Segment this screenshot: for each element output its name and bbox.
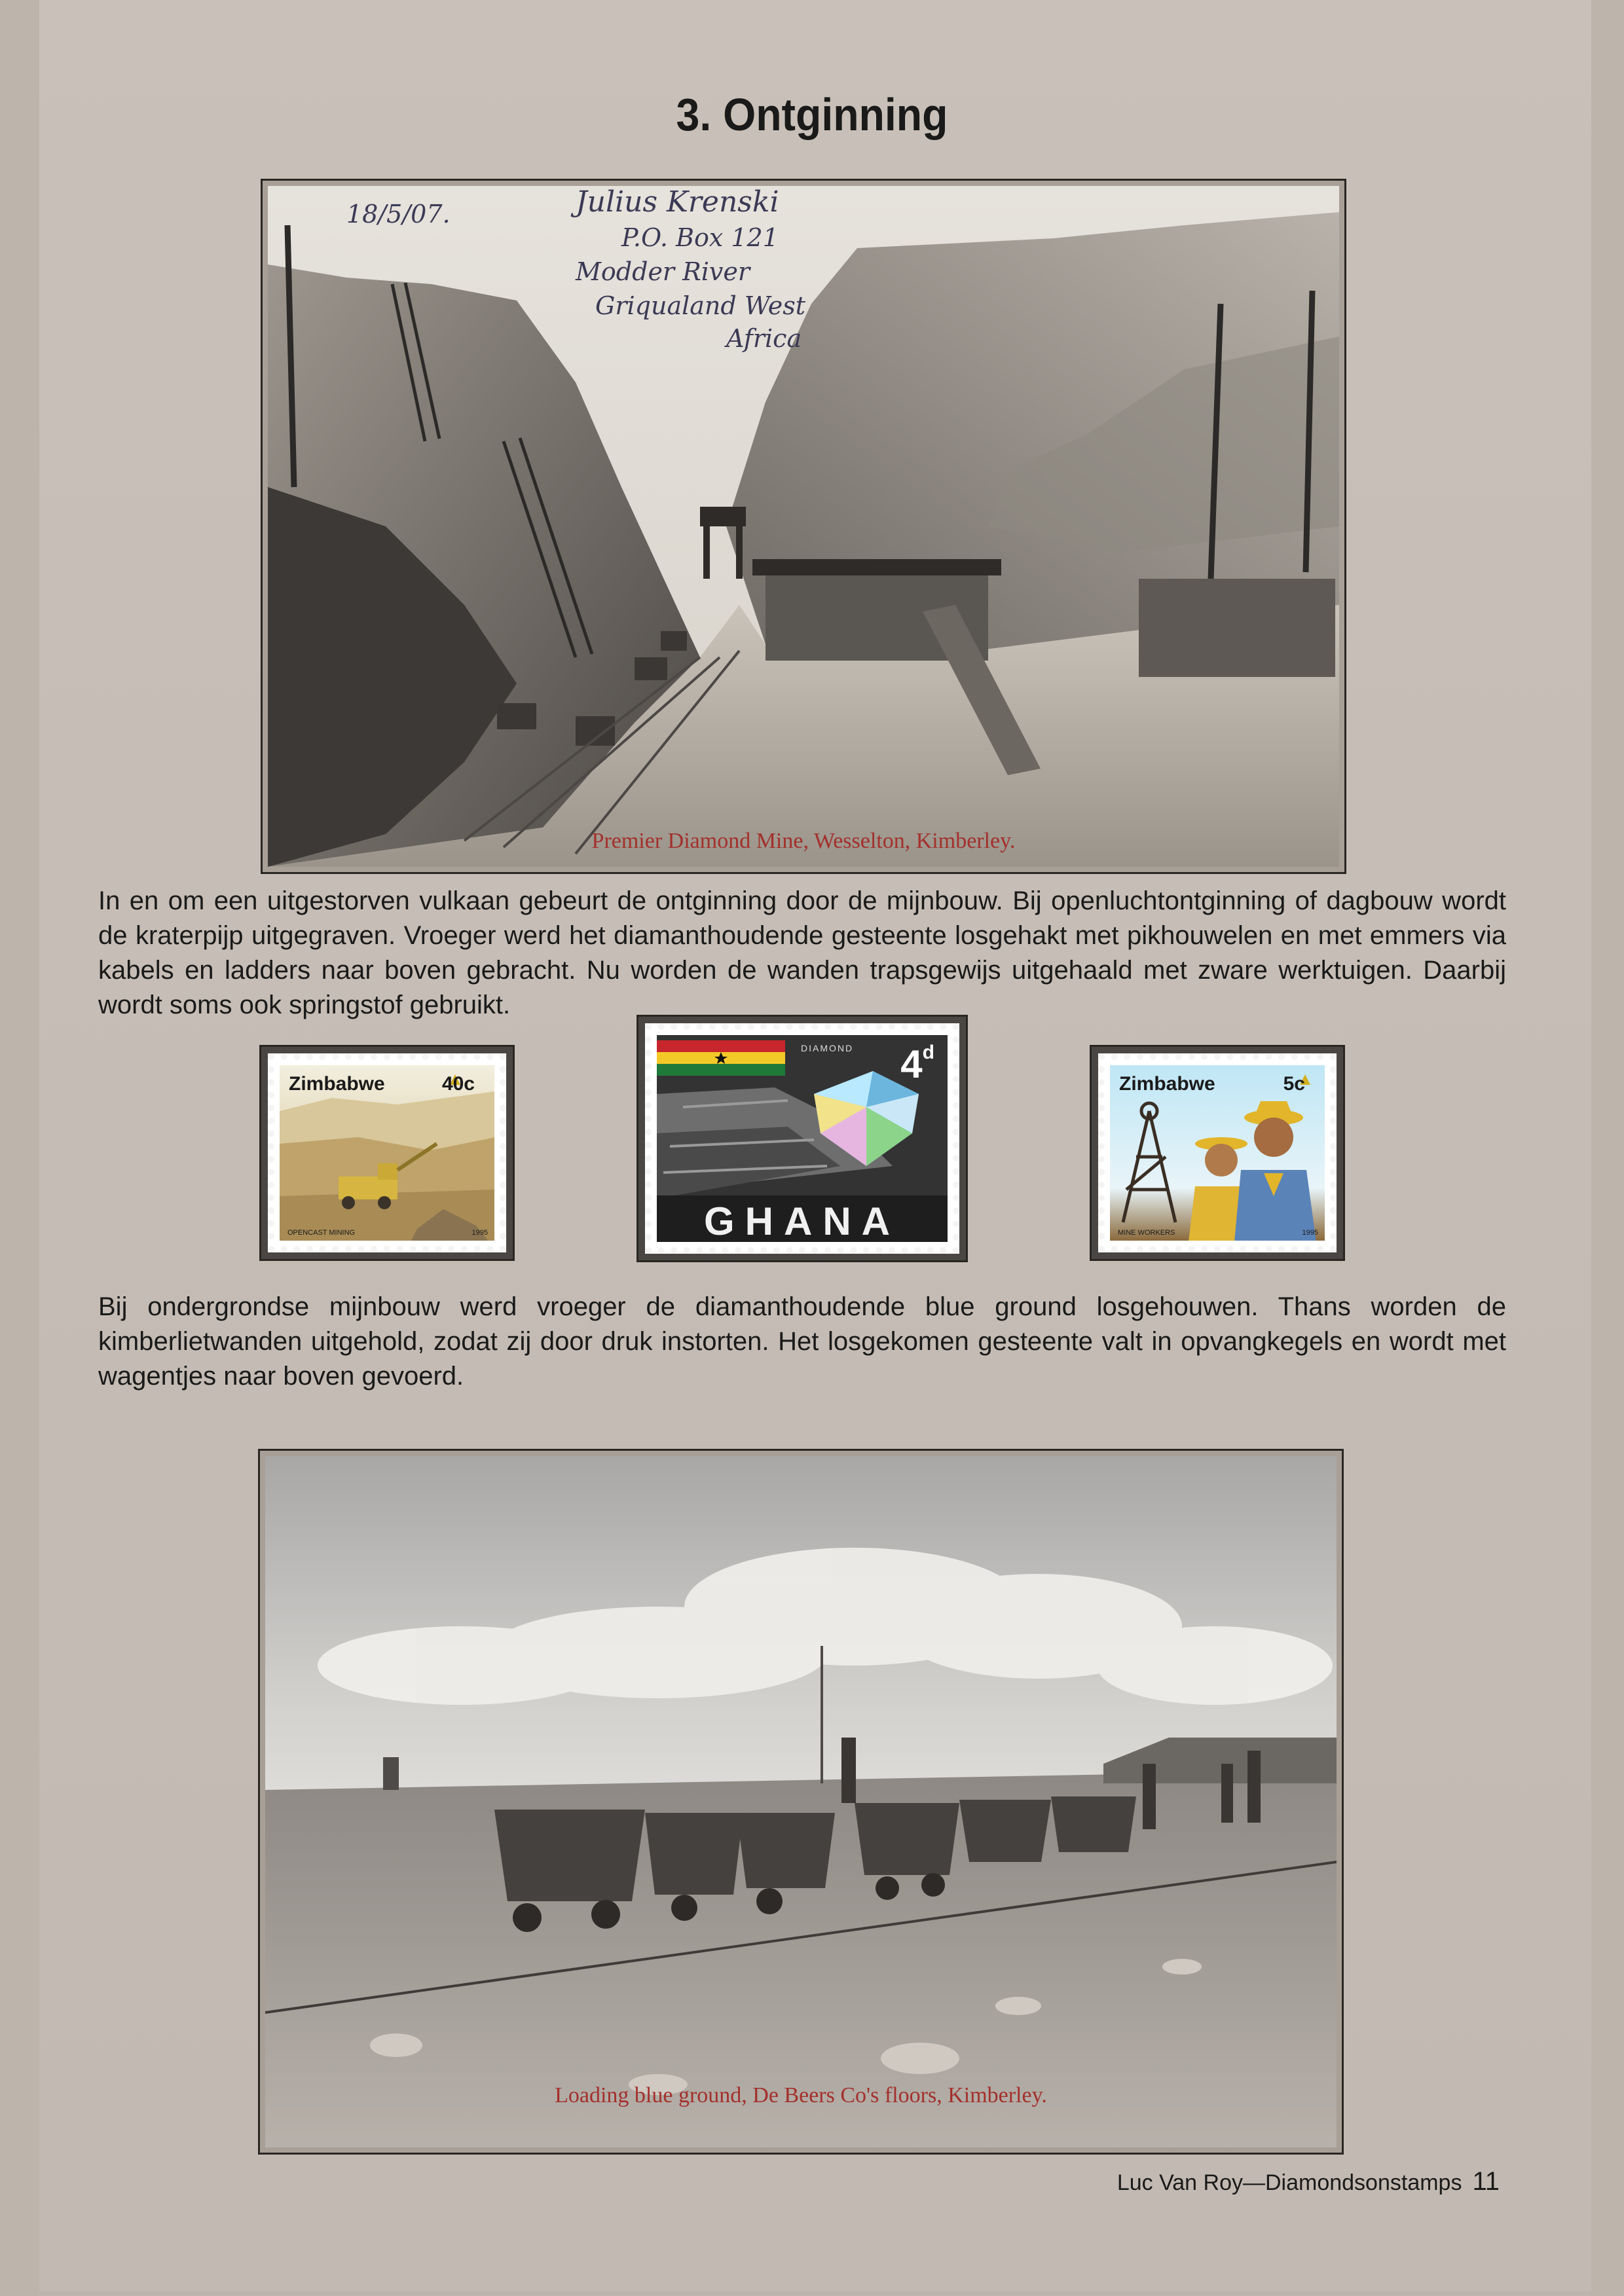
stamp-value-suffix: d (922, 1042, 934, 1063)
stamp-ghana-diamond (645, 1023, 959, 1254)
stamp-year-label: 1995 (1302, 1229, 1318, 1237)
stamp-zimbabwe-opencast (268, 1053, 506, 1252)
loading-blue-ground-illustration (265, 1456, 1337, 2147)
handwritten-name: Julius Krenski (576, 186, 779, 219)
stamp-zimbabwe-workers-frame (1090, 1045, 1345, 1261)
stamp-value-number: 4 (900, 1042, 923, 1086)
stamp-subject-label: OPENCAST MINING (287, 1229, 356, 1237)
page-title: 3. Ontginning (676, 89, 948, 140)
paragraph-open-pit-mining: In en om een uitgestorven vulkaan gebeurt de ontginning door de mijnbouw. Bij openluchtontginning of dagbouw wordt de kraterpijp uitgegraven. Vroeger werd het diamanthoudende gesteente losgehakt met pikhouwelen en met emmers via kabels en ladders naar boven gebracht. Nu worden de wanden trapsgewijs uitgehaald met zware werktuigen. Daarbij wordt soms ook springstof gebruikt. (98, 886, 1506, 1019)
stamp-subject-label: MINE WORKERS (1118, 1229, 1175, 1237)
handwritten-date: 18/5/07. (346, 200, 451, 228)
ghana-flag-icon (657, 1040, 785, 1076)
mine-pit-illustration (268, 186, 1339, 867)
stamp-zimbabwe-workers (1098, 1053, 1337, 1252)
postcard-top-caption: Premier Diamond Mine, Wesselton, Kimberley. (591, 829, 1016, 853)
paragraph-underground-mining: Bij ondergrondse mijnbouw werd vroeger de diamanthoudende blue ground losgehouwen. Thans worden de kimberlietwanden uitgehold, zodat zij door druk instorten. Het losgekomen gesteente valt in opvangkegels en wordt met wagentjes naar boven gevoerd. (98, 1292, 1506, 1391)
postcard-bottom-caption: Loading blue ground, De Beers Co's floors, Kimberley. (555, 2083, 1047, 2107)
stamp-value-label: 40c (441, 1073, 475, 1095)
flag-stripe-green (657, 1064, 785, 1076)
footer-author: Luc Van Roy—Diamondsonstamps (1116, 2170, 1462, 2195)
postcard-top-frame (261, 179, 1346, 874)
postcard-bottom-frame (258, 1449, 1344, 2155)
stamp-country-label: Zimbabwe (1119, 1073, 1215, 1095)
stamp-zimbabwe-opencast-frame (259, 1045, 515, 1261)
stamp-year-label: 1995 (471, 1229, 488, 1237)
handwritten-region: Griqualand West (595, 291, 806, 320)
stamp-country-label: Zimbabwe (289, 1073, 385, 1095)
handwritten-place: Modder River (576, 257, 750, 286)
stamp-value-label: 5c (1283, 1073, 1305, 1095)
postcard-top-photo (268, 186, 1339, 867)
page-footer (1117, 2167, 1500, 2196)
stamp-value-label (900, 1042, 934, 1087)
handwritten-country: Africa (726, 324, 802, 353)
postcard-bottom-photo (265, 1456, 1337, 2147)
stamp-label-diamond: DIAMOND (801, 1043, 854, 1053)
stamp-country-label: GHANA (704, 1199, 900, 1242)
flag-stripe-red (657, 1040, 785, 1052)
page-number: 11 (1472, 2167, 1500, 2196)
stamp-ghana-diamond-frame (637, 1015, 968, 1262)
handwritten-box: P.O. Box 121 (621, 223, 779, 252)
